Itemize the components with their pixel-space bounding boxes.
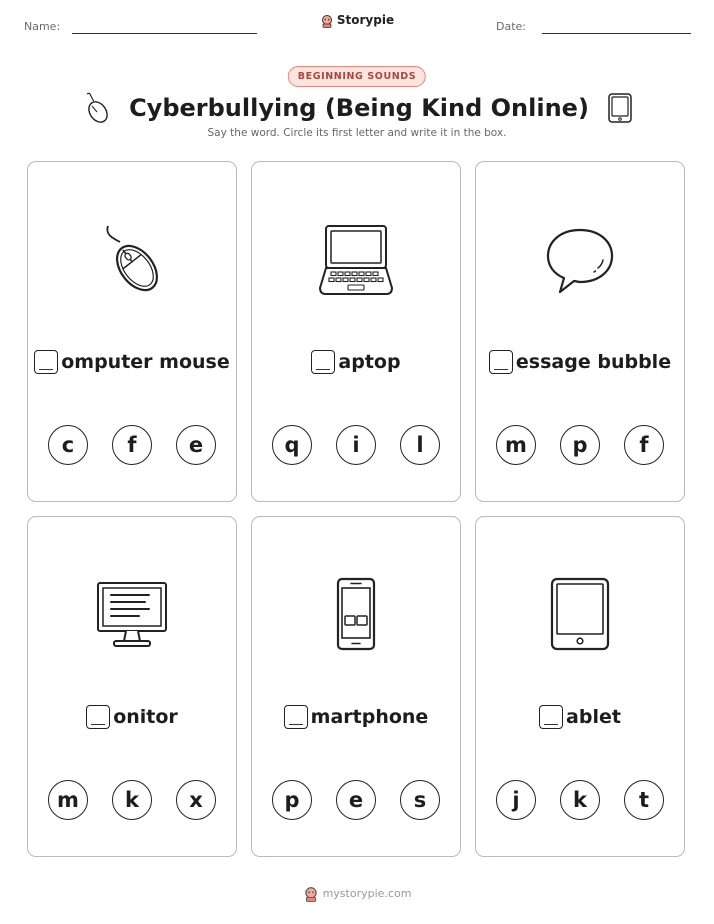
name-field[interactable]	[72, 33, 257, 34]
letter-choice[interactable]: m	[48, 780, 88, 820]
instructions: Say the word. Circle its first letter and write it in the box.	[207, 127, 507, 139]
category-badge: BEGINNING SOUNDS	[288, 66, 426, 87]
date-label: Date:	[496, 20, 526, 33]
computer-mouse-icon	[92, 220, 172, 300]
word-remainder: essage bubble	[515, 351, 672, 373]
answer-box[interactable]	[539, 705, 563, 729]
word-remainder: omputer mouse	[61, 351, 230, 373]
answer-box[interactable]	[34, 350, 58, 374]
letter-choice[interactable]: j	[496, 780, 536, 820]
footer	[0, 886, 714, 902]
letter-choice[interactable]: l	[400, 425, 440, 465]
brand-name: Storypie	[336, 13, 395, 27]
word-remainder: onitor	[113, 706, 178, 728]
letter-choice[interactable]: k	[560, 780, 600, 820]
letter-choice[interactable]: t	[624, 780, 664, 820]
message-bubble-icon	[540, 220, 620, 300]
laptop-icon	[316, 220, 396, 300]
word-remainder: ablet	[566, 706, 621, 728]
letter-choice[interactable]: e	[336, 780, 376, 820]
storypie-logo-icon	[320, 14, 334, 28]
computer-mouse-icon	[81, 91, 111, 125]
tablet-icon	[607, 92, 633, 124]
monitor-icon	[92, 575, 172, 655]
brand	[0, 13, 714, 28]
word-card	[27, 516, 237, 857]
smartphone-icon	[316, 575, 396, 655]
date-field[interactable]	[542, 33, 691, 34]
letter-choice[interactable]: c	[48, 425, 88, 465]
name-label: Name:	[24, 20, 61, 33]
footer-url[interactable]: mystorypie.com	[322, 887, 412, 900]
word-remainder: martphone	[310, 706, 429, 728]
letter-choice[interactable]: e	[176, 425, 216, 465]
word-card	[475, 516, 685, 857]
letter-choice[interactable]: x	[176, 780, 216, 820]
answer-box[interactable]	[86, 705, 110, 729]
title-row	[0, 88, 714, 128]
letter-choice[interactable]: p	[560, 425, 600, 465]
tablet-icon	[540, 575, 620, 655]
answer-box[interactable]	[489, 350, 513, 374]
word-remainder: aptop	[338, 351, 401, 373]
storypie-logo-icon	[303, 886, 319, 902]
letter-choice[interactable]: p	[272, 780, 312, 820]
letter-choice[interactable]: f	[112, 425, 152, 465]
answer-box[interactable]	[284, 705, 308, 729]
word-card	[475, 161, 685, 502]
letter-choice[interactable]: q	[272, 425, 312, 465]
word-card	[27, 161, 237, 502]
letter-choice[interactable]: k	[112, 780, 152, 820]
word-card	[251, 161, 461, 502]
letter-choice[interactable]: m	[496, 425, 536, 465]
word-card	[251, 516, 461, 857]
letter-choice[interactable]: s	[400, 780, 440, 820]
letter-choice[interactable]: f	[624, 425, 664, 465]
page-title: Cyberbullying (Being Kind Online)	[129, 94, 589, 122]
answer-box[interactable]	[311, 350, 335, 374]
letter-choice[interactable]: i	[336, 425, 376, 465]
